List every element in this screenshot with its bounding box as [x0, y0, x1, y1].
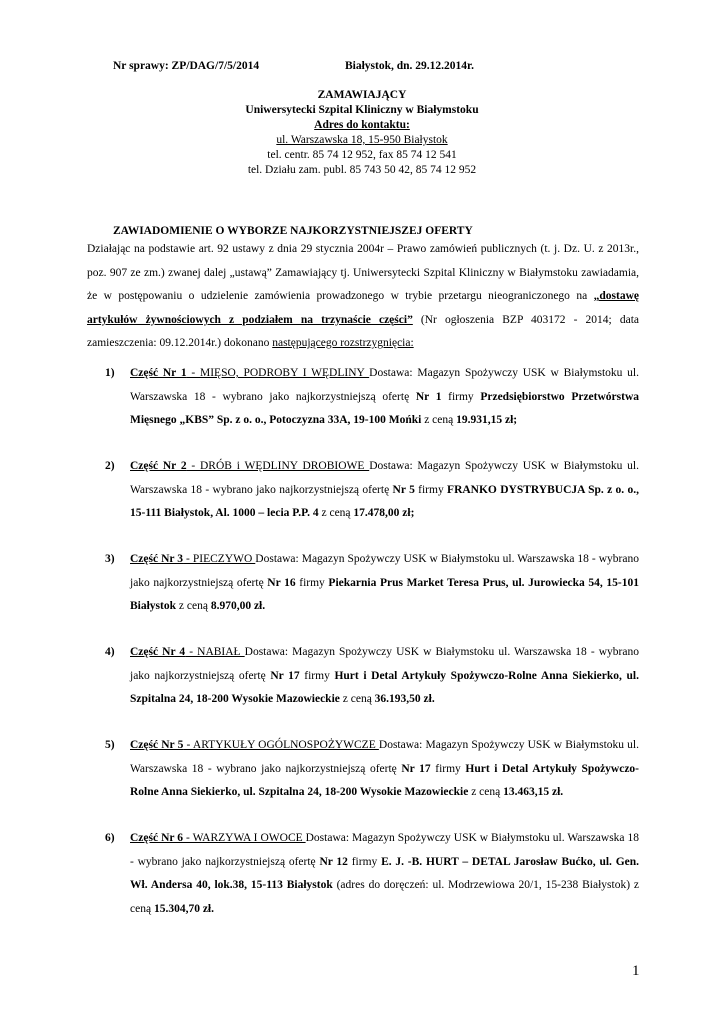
- price: 8.970,00 zł.: [210, 600, 266, 612]
- intro-subject: „dostawę artykułów żywnościowych z podziałem na trzynaście części”: [87, 290, 639, 326]
- price: 19.931,15 zł;: [456, 414, 518, 426]
- firm-prefix: firmy: [441, 390, 481, 403]
- part-text: Dostawa: Magazyn Spożywczy USK w Białymstoku ul. Warszawska 18 - wybrano jako najkorzystniejszą ofertę: [130, 739, 639, 775]
- part-text: Dostawa: Magazyn Spożywczy USK w Białymstoku ul. Warszawska 18 - wybrano jako najkorzystniejszą ofertę: [130, 832, 640, 868]
- part-label: Część Nr 5: [130, 739, 184, 751]
- firm-prefix: firmy: [430, 762, 466, 775]
- item-number: 1): [105, 367, 115, 379]
- contact-phone-main: tel. centr. 85 74 12 952, fax 85 74 12 541: [267, 149, 457, 161]
- part-name: - ARTYKUŁY OGÓLNOSPOŻYWCZE: [183, 739, 379, 751]
- place-and-date: Białystok, dn. 29.12.2014r.: [345, 60, 474, 72]
- item-number: 3): [105, 553, 115, 565]
- contact-heading: Adres do kontaktu:: [314, 119, 410, 131]
- authority-heading: ZAMAWIAJĄCY: [317, 89, 407, 101]
- intro-text-2: (Nr ogłoszenia BZP 403172 - 2014; data zamieszczenia: 09.12.2014r.) dokonano: [87, 313, 639, 349]
- list-item: [87, 827, 639, 921]
- part-text: Dostawa: Magazyn Spożywczy USK w Białymstoku ul. Warszawska 18 - wybrano jako najkorzystniejszą ofertę: [130, 367, 639, 403]
- item-number: 2): [105, 460, 115, 472]
- part-name: - MIĘSO, PODROBY I WĘDLINY: [186, 367, 370, 379]
- firm-prefix: firmy: [347, 855, 382, 868]
- price-prefix: z ceną: [421, 414, 457, 426]
- firm-name: Hurt i Detal Artykuły Spożywczo-Rolne Anna Siekierko, ul. Szpitalna 24, 18-200 Wysokie Mazowieckie: [130, 669, 639, 705]
- price-prefix: z ceną: [176, 600, 211, 612]
- intro-resolution: następującego rozstrzygnięcia:: [272, 337, 414, 349]
- part-label: Część Nr 1: [130, 367, 187, 379]
- price: 36.193,50 zł.: [374, 693, 435, 705]
- firm-name: Hurt i Detal Artykuły Spożywczo-Rolne Anna Siekierko, ul. Szpitalna 24, 18-200 Wysokie Mazowieckie: [130, 762, 640, 798]
- offer-number: Nr 17: [401, 762, 431, 775]
- part-label: Część Nr 6: [130, 832, 183, 844]
- contact-address: ul. Warszawska 18, 15-950 Białystok: [276, 134, 448, 146]
- notice-intro: [87, 238, 639, 356]
- list-item: [87, 734, 639, 805]
- firm-name: Piekarnia Prus Market Teresa Prus, ul. Jurowiecka 54, 15-101 Białystok: [130, 576, 639, 612]
- contracting-authority-block: [0, 88, 724, 178]
- part-name: - PIECZYWO: [183, 553, 256, 565]
- firm-prefix: firmy: [414, 483, 448, 496]
- firm-name: E. J. -B. HURT – DETAL Jarosław Bućko, ul. Gen. Wł. Andersa 40, lok.38, 15-113 Białystok: [130, 855, 640, 891]
- item-number: 6): [105, 832, 115, 844]
- offer-number: Nr 5: [392, 483, 415, 496]
- list-item: [87, 455, 639, 526]
- item-number: 5): [105, 739, 115, 751]
- part-label: Część Nr 4: [130, 646, 186, 658]
- firm-prefix: firmy: [299, 669, 335, 682]
- delivery-address-note: (adres do doręczeń: ul. Modrzewiowa 20/1, 15-238 Białystok): [332, 879, 634, 891]
- price-prefix: z ceną: [339, 693, 375, 705]
- award-list: [87, 362, 639, 944]
- case-number: Nr sprawy: ZP/DAG/7/5/2014: [113, 60, 260, 72]
- firm-name: FRANKO DYSTRYBUCJA Sp. z o. o., 15-111 Białystok, Al. 1000 – lecia P.P. 4: [130, 483, 640, 519]
- price: 15.304,70 zł.: [153, 902, 215, 915]
- list-item: [87, 362, 639, 433]
- part-label: Część Nr 2: [130, 460, 187, 472]
- part-text: Dostawa: Magazyn Spożywczy USK w Białymstoku ul. Warszawska 18 - wybrano jako najkorzystniejszą ofertę: [130, 460, 639, 496]
- part-text: Dostawa: Magazyn Spożywczy USK w Białymstoku ul. Warszawska 18 - wybrano jako najkorzystniejszą ofertę: [130, 646, 639, 682]
- part-name: - NABIAŁ: [185, 646, 245, 658]
- list-item: [87, 641, 639, 712]
- offer-number: Nr 17: [270, 669, 300, 682]
- page-number: 1: [632, 963, 640, 979]
- part-text: Dostawa: Magazyn Spożywczy USK w Białymstoku ul. Warszawska 18 - wybrano jako najkorzystniejszą ofertę: [130, 553, 639, 589]
- offer-number: Nr 1: [415, 390, 442, 403]
- list-item: [87, 548, 639, 619]
- firm-name: Przedsiębiorstwo Przetwórstwa Mięsnego „KBS” Sp. z o. o., Potoczyzna 33A, 19-100 Mońki: [130, 390, 640, 426]
- firm-prefix: firmy: [295, 576, 329, 589]
- price-prefix: z ceną: [130, 879, 640, 915]
- item-number: 4): [105, 646, 115, 658]
- contact-phone-department: tel. Działu zam. publ. 85 743 50 42, 85 74 12 952: [247, 164, 477, 176]
- part-label: Część Nr 3: [130, 553, 184, 565]
- price-prefix: z ceną: [318, 507, 354, 519]
- part-name: - WARZYWA I OWOCE: [183, 832, 306, 844]
- price: 13.463,15 zł.: [503, 786, 564, 798]
- authority-name: Uniwersytecki Szpital Kliniczny w Białymstoku: [245, 104, 479, 116]
- part-name: - DRÓB i WĘDLINY DROBIOWE: [186, 460, 370, 472]
- offer-number: Nr 12: [319, 855, 348, 868]
- price-prefix: z ceną: [468, 786, 504, 798]
- notice-title: ZAWIADOMIENIE O WYBORZE NAJKORZYSTNIEJSZEJ OFERTY: [113, 225, 473, 237]
- price: 17.478,00 zł;: [353, 507, 415, 519]
- intro-text-1: Działając na podstawie art. 92 ustawy z dnia 29 stycznia 2004r – Prawo zamówień publicznych (t. j. Dz. U. z 2013r., poz. 907 ze zm.) zwanej dalej „ustawą” Zamawiający tj. Uniwersytecki Szpital Kliniczny w Białymstoku zawiadamia, że w postępowaniu o udzielenie zamówienia prowadzonego w trybie przetargu nieograniczonego na: [87, 243, 639, 302]
- offer-number: Nr 16: [267, 576, 296, 589]
